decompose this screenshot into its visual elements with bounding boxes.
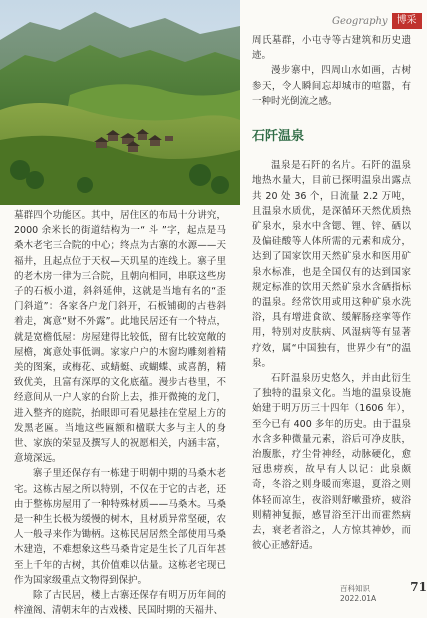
- section-header: [332, 12, 422, 30]
- paragraph: 墓群四个功能区。其中，居住区的布局十分讲究，2000 余米长的街道结构为一“ 斗 ”字，起点是马桑木老宅三合院的中心；终点为古寨的水源——天福井，且起点位于天权—天玑星的连线上。寨子里的老木房一律为三合院，且朝向相同，串联这些房子的石板小道，斜斜延伸，这就是当地有名的“歪门斜道”：各家各户龙门斜开，石板铺砌的古巷斜着走，寓意“财不外露”。此地民居还有一个特点，就是宽檐低屋：房屋建得比较低，留有比较宽敞的屋檐，寓意处事低调。家家户户的木窗均雕刻着精美的图案，或梅花、或蜻蜓、或蝴蝶、或喜鹊，精致优美，且富有深厚的文化底蕴。漫步古巷里，不经意间从一户人家的台阶上去，推开微掩的龙门，进入整齐的庭院，抬眼即可看见悬挂在堂屋上方的发黑老匾。当地这些匾额和楹联大多与主人的身世、家族的荣显及撰写人的祝愿相关，内涵丰富，意境深远。: [14, 210, 226, 465]
- right-column: [252, 33, 411, 554]
- paragraph: 寨子里还保存有一栋建于明朝中期的马桑木老宅。这栋古屋之所以特别，不仅在于它的古老，还由于整栋房屋用了一种特殊材质——马桑木。马桑是一种生长极为缓慢的树木，且材质异常坚硬，农人一般寻来作为锄柄。这栋民居居然全部使用马桑木建造，不难想象这些马桑肯定是生长了几百年甚至上千年的古树，其价值难以估量。这栋老宅现已作为国家级重点文物得到保护。: [14, 468, 226, 586]
- paragraph: 石阡温泉历史悠久，并由此衍生了独特的温泉文化。当地的温泉设施始建于明万历三十四年（1606 年），至今已有 400 多年的历史。由于温泉水含多种微量元素，浴后可净皮肤，治腹胀，疗尘骨神经，动脉硬化，愈冠患痨疾，故早有人以记：此泉颇奇，冬浴之则身暖而寒退，夏浴之则体轻而凉生，夜浴则舒嗽蛩疥，疲浴则精神复振，感冒浴至汗出而霍然病去，衰老者浴之，人方惊其神妙，而彼心正感舒适。: [252, 373, 411, 552]
- section-title: 石阡温泉: [252, 129, 305, 145]
- page-number: 71: [410, 580, 427, 594]
- header-english: Geography: [332, 15, 388, 27]
- paragraph: 周氏墓群，小屯寺等古建筑和历史遗迹。: [252, 35, 411, 62]
- paragraph: 除了古民居，楼上古寨还保存有明万历年间的梓潼阁、清朝末年的古戏楼、民国时期的天福井、: [14, 590, 226, 617]
- journal-info: 百科知识 2022.01A: [340, 584, 377, 603]
- paragraph: 漫步寨中，四周山水如画，古树参天，令人瞬间忘却城市的喧嚣，有一种时光倒流之感。: [252, 65, 411, 107]
- page-footer: [340, 580, 427, 603]
- header-badge: 博采: [392, 13, 422, 29]
- mountain-village-photo: [0, 0, 240, 205]
- paragraph: 温泉是石阡的名片。石阡的温泉地热水量大，目前已探明温泉出露点共 20 处 36 个，日流量 2.2 万吨，且温泉水质优，是深循环天然优质热矿泉水，泉水中含锶、锂、锌、硒以及偏硅酸等人体所需的元素和成分，达到了国家饮用天然矿泉水和医用矿泉水标准，也是全国仅有的达到国家规定标准的饮用天然矿泉水含硒指标的温泉。经常饮用或用这种矿泉水洗浴，具有增进食欲、缓解肠痉挛等作用，特别对皮肤病、风湿病等有显著疗效，属“中国独有，世界少有”的温泉。: [252, 160, 411, 369]
- left-column: [14, 208, 226, 618]
